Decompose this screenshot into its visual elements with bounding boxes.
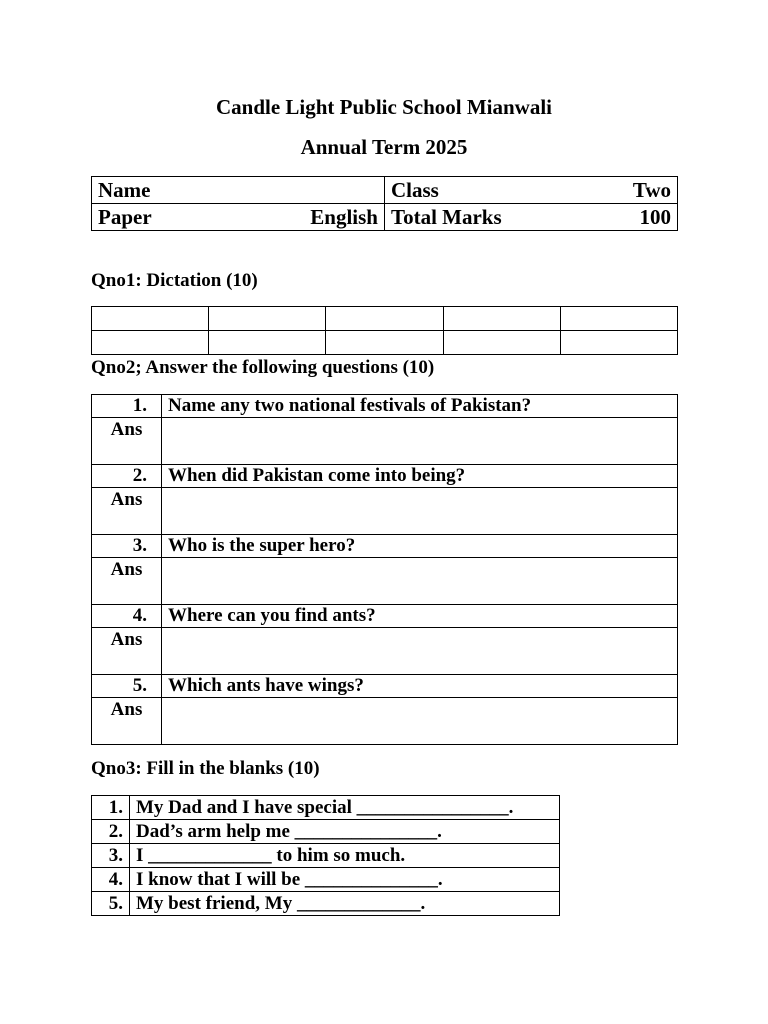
question-number: 5. — [92, 675, 162, 698]
blank-number: 2. — [92, 820, 130, 844]
answer-row — [92, 698, 678, 745]
paper-cell — [92, 204, 385, 231]
answer-row — [92, 488, 678, 535]
answer-row — [92, 628, 678, 675]
dictation-cell[interactable] — [209, 307, 326, 331]
blank-sentence[interactable]: Dad’s arm help me _______________. — [130, 820, 560, 844]
answer-space[interactable] — [162, 698, 678, 745]
dictation-cell[interactable] — [326, 307, 443, 331]
blank-sentence[interactable]: My Dad and I have special ________________. — [130, 796, 560, 820]
question-row — [92, 675, 678, 698]
class-label: Class — [391, 178, 439, 202]
q3-heading: Qno3: Fill in the blanks (10) — [91, 758, 320, 779]
q1-heading: Qno1: Dictation (10) — [91, 270, 258, 291]
dictation-table — [91, 306, 678, 355]
blank-number: 3. — [92, 844, 130, 868]
paper-label: Paper — [98, 205, 152, 229]
blank-row — [92, 868, 560, 892]
dictation-row — [92, 331, 678, 355]
fill-blanks-table — [91, 795, 560, 916]
marks-label: Total Marks — [391, 205, 502, 229]
question-number: 3. — [92, 535, 162, 558]
answer-space[interactable] — [162, 418, 678, 465]
question-text: Name any two national festivals of Pakistan? — [162, 395, 678, 418]
answer-row — [92, 558, 678, 605]
dictation-cell[interactable] — [443, 307, 560, 331]
answer-space[interactable] — [162, 558, 678, 605]
question-text: Where can you find ants? — [162, 605, 678, 628]
question-row — [92, 605, 678, 628]
questions-table — [91, 394, 678, 745]
name-label: Name — [98, 178, 151, 202]
school-name: Candle Light Public School Mianwali — [215, 95, 553, 119]
dictation-cell[interactable] — [209, 331, 326, 355]
answer-space[interactable] — [162, 628, 678, 675]
ans-label: Ans — [92, 418, 162, 465]
dictation-cell[interactable] — [92, 331, 209, 355]
blank-sentence[interactable]: I know that I will be ______________. — [130, 868, 560, 892]
dictation-cell[interactable] — [560, 307, 677, 331]
term-title: Annual Term 2025 — [300, 135, 468, 159]
marks-value: 100 — [639, 205, 671, 229]
question-row — [92, 465, 678, 488]
student-info-table — [91, 176, 678, 231]
question-text: Which ants have wings? — [162, 675, 678, 698]
name-cell — [92, 177, 385, 204]
answer-space[interactable] — [162, 488, 678, 535]
info-row — [92, 204, 678, 231]
question-number: 4. — [92, 605, 162, 628]
blank-number: 5. — [92, 892, 130, 916]
ans-label: Ans — [92, 488, 162, 535]
question-text: When did Pakistan come into being? — [162, 465, 678, 488]
dictation-cell[interactable] — [443, 331, 560, 355]
ans-label: Ans — [92, 558, 162, 605]
dictation-cell[interactable] — [92, 307, 209, 331]
dictation-row — [92, 307, 678, 331]
ans-label: Ans — [92, 628, 162, 675]
blank-row — [92, 892, 560, 916]
question-row — [92, 395, 678, 418]
blank-row — [92, 796, 560, 820]
paper-value: English — [310, 205, 378, 229]
class-value: Two — [632, 178, 671, 202]
dictation-cell[interactable] — [326, 331, 443, 355]
blank-row — [92, 844, 560, 868]
dictation-cell[interactable] — [560, 331, 677, 355]
info-row — [92, 177, 678, 204]
blank-sentence[interactable]: I _____________ to him so much. — [130, 844, 560, 868]
answer-row — [92, 418, 678, 465]
blank-sentence[interactable]: My best friend, My _____________. — [130, 892, 560, 916]
blank-number: 4. — [92, 868, 130, 892]
blank-number: 1. — [92, 796, 130, 820]
class-cell — [385, 177, 678, 204]
ans-label: Ans — [92, 698, 162, 745]
question-number: 2. — [92, 465, 162, 488]
marks-cell — [385, 204, 678, 231]
question-number: 1. — [92, 395, 162, 418]
question-text: Who is the super hero? — [162, 535, 678, 558]
question-row — [92, 535, 678, 558]
q2-heading: Qno2; Answer the following questions (10) — [91, 357, 435, 378]
blank-row — [92, 820, 560, 844]
